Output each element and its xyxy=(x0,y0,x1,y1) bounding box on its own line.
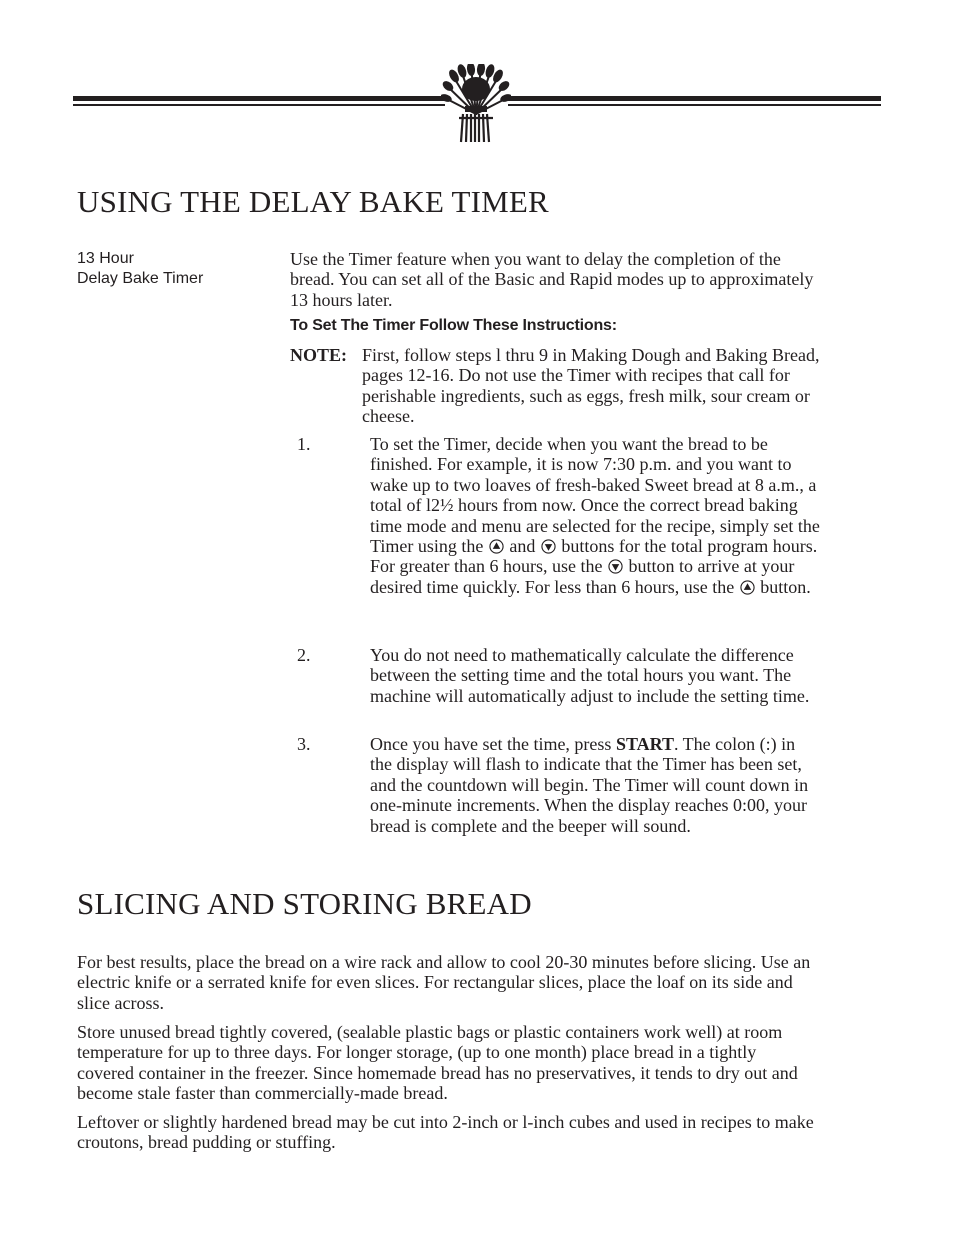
step-1 xyxy=(290,434,820,597)
slicing-paragraph-3: Leftover or slightly hardened bread may be cut into 2-inch or l-inch cubes and used in recipes to make croutons, bread pudding or stuffing. xyxy=(77,1112,814,1153)
step-text: You do not need to mathematically calculate the difference between the setting time and the total hours you want. The machine will automatically adjust to include the setting time. xyxy=(370,645,810,706)
wheat-sheaf-icon xyxy=(441,64,511,144)
step-text-part: Once you have set the time, press xyxy=(370,734,612,754)
step-3 xyxy=(290,734,820,836)
header-rule-right xyxy=(508,96,881,108)
note-label: NOTE: xyxy=(290,345,348,365)
up-arrow-button-icon xyxy=(740,580,755,595)
section-title-slicing: SLICING AND STORING BREAD xyxy=(77,886,532,921)
instructions-subheading: To Set The Timer Follow These Instructions: xyxy=(290,317,617,334)
slicing-paragraph-2: Store unused bread tightly covered, (sealable plastic bags or plastic containers work well) at room temperature for up to three days. For longer storage, (up to one month) place bread in a tightly covered container in the freezer. Since homemade bread has no preservatives, it tends to dry out and become stale faster than commercially-made bread. xyxy=(77,1022,798,1104)
start-keyword: START xyxy=(615,734,674,754)
step-text xyxy=(370,734,820,836)
down-arrow-button-icon xyxy=(541,539,556,554)
up-arrow-button-icon xyxy=(489,539,504,554)
slicing-paragraph-1: For best results, place the bread on a wire rack and allow to cool 20-30 minutes before slicing. Use an electric knife or a serrated knife for even slices. For rectangular slices, place the loaf on its side and slice across. xyxy=(77,952,811,1013)
step-number: 2. xyxy=(297,645,311,665)
step-text-part: buttons for the total program hours. For greater than 6 hours, use the xyxy=(370,536,818,577)
note-text: First, follow steps l thru 9 in Making Dough and Baking Bread, pages 12-16. Do not use the Timer with recipes that call for perishable ingredients, such as eggs, fresh milk, sour cream or cheese. xyxy=(362,345,820,427)
step-text-part: button. xyxy=(760,576,811,597)
step-text-part: To set the Timer, decide when you want the bread to be finished. For example, it is now 7:30 p.m. and you want to wake up to two loaves of fresh-baked Sweet bread at 8 a.m., a total of l2½ hours from now. Once the correct bread baking time mode and menu are selected for the recipe, simply set the Timer using the xyxy=(370,434,820,557)
section-title-delay-timer: USING THE DELAY BAKE TIMER xyxy=(77,184,549,219)
step-text-part: . The colon (:) in the display will flash to indicate that the Timer has been set, and the countdown will begin. The Timer will count down in one-minute increments. When the display reaches 0:00, your bread is complete and the beeper will sound. xyxy=(370,734,809,836)
step-2 xyxy=(290,645,820,706)
side-label-line1: 13 Hour xyxy=(77,250,134,267)
step-number: 3. xyxy=(297,734,311,754)
note-block xyxy=(290,345,820,427)
step-number: 1. xyxy=(297,434,311,454)
side-label xyxy=(77,249,203,289)
step-text-part: and xyxy=(509,536,536,557)
header-rule-left xyxy=(73,96,445,108)
down-arrow-button-icon xyxy=(608,559,623,574)
side-label-line2: Delay Bake Timer xyxy=(77,270,204,287)
step-text xyxy=(370,434,820,597)
timer-intro: Use the Timer feature when you want to delay the completion of the bread. You can set all of the Basic and Rapid modes up to approximately 13 hours later. xyxy=(290,249,814,310)
step-text-part: button to arrive at your desired time quickly. For less than 6 hours, use the xyxy=(370,556,795,597)
